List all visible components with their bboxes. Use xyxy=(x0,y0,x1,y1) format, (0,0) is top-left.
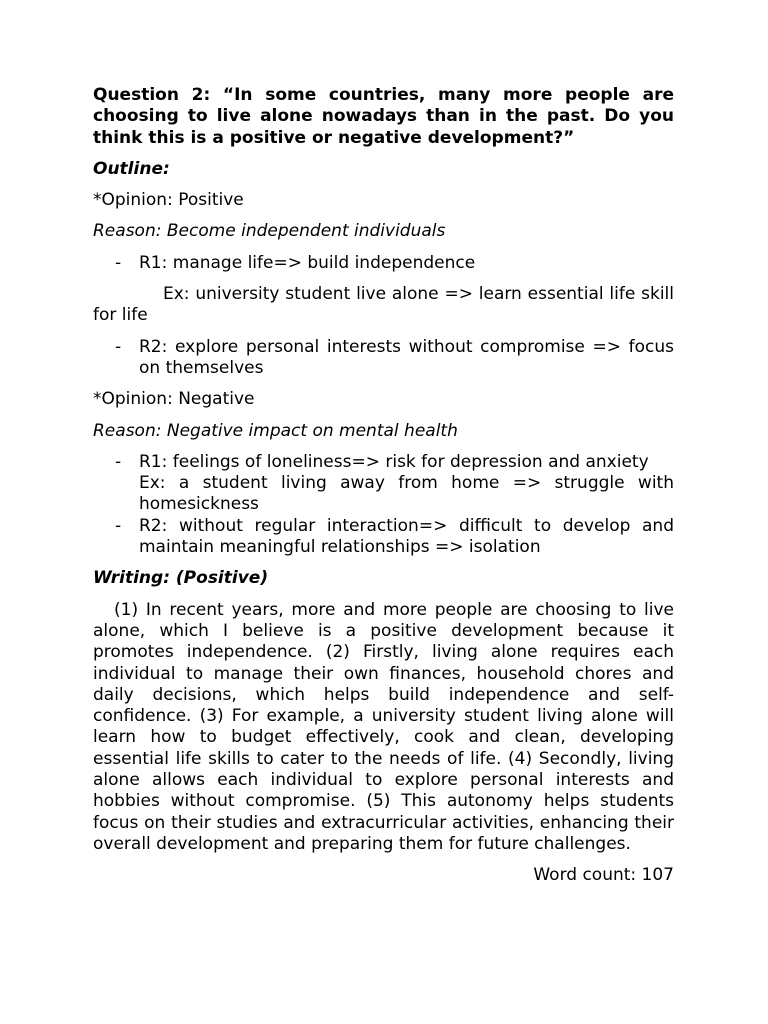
positive-r1-text: R1: manage life=> build independence xyxy=(139,252,476,273)
positive-r1-item xyxy=(93,253,674,274)
bullet-dash: - xyxy=(115,336,122,357)
question-title: Question 2: “In some countries, many more people are choosing to live alone nowadays than in the past. Do you think this is a positive or negative development?” xyxy=(93,85,674,148)
negative-r1-text: R1: feelings of loneliness=> risk for depression and anxiety xyxy=(139,451,649,472)
bullet-dash: - xyxy=(115,515,122,536)
negative-r2-item xyxy=(93,516,674,559)
word-count: Word count: 107 xyxy=(533,865,674,886)
positive-r2-item xyxy=(93,337,674,380)
outline-heading: Outline: xyxy=(93,158,170,179)
document-content xyxy=(93,85,674,887)
negative-r1-item xyxy=(93,452,674,516)
bullet-dash: - xyxy=(115,451,122,472)
positive-reason: Reason: Become independent individuals xyxy=(93,221,446,242)
negative-r2-text: R2: without regular interaction=> difficult to develop and maintain meaningful relationships => isolation xyxy=(139,515,674,558)
negative-opinion: *Opinion: Negative xyxy=(93,389,255,410)
positive-opinion: *Opinion: Positive xyxy=(93,190,244,211)
bullet-dash: - xyxy=(115,252,122,273)
positive-r2-text: R2: explore personal interests without compromise => focus on themselves xyxy=(139,336,674,378)
writing-heading: Writing: (Positive) xyxy=(93,568,269,589)
negative-example: Ex: a student living away from home => struggle with homesickness xyxy=(139,473,674,515)
writing-body: (1) In recent years, more and more people are choosing to live alone, which I believe is a positive development because it promotes independence. (2) Firstly, living alone requires each individual to manage their own finances, household chores and daily decisions, which helps build independence and self-confidence. (3) For example, a university student living alone will learn how to budget effectively, cook and clean, developing essential life skills to cater to the needs of life. (4) Secondly, living alone allows each individual to explore personal interests and hobbies without compromise. (5) This autonomy helps students focus on their studies and extracurricular activities, enhancing their overall development and preparing them for future challenges. xyxy=(93,599,674,854)
negative-reason: Reason: Negative impact on mental health xyxy=(93,420,458,441)
positive-example: Ex: university student live alone => learn essential life skill for life xyxy=(93,284,674,326)
